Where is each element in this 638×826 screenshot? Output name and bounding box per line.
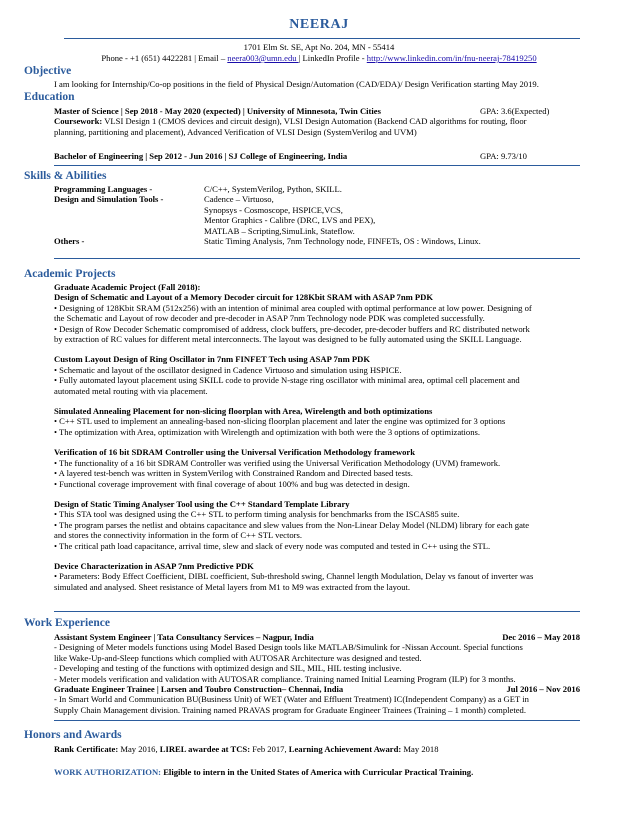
education-block (54, 106, 584, 137)
rank-label: Rank Certificate: (54, 744, 119, 754)
others-value: Static Timing Analysis, 7nm Technology node, FINFETs, OS : Windows, Linux. (204, 236, 481, 246)
work-rule (54, 720, 580, 721)
prog-label: Programming Languages - (54, 184, 153, 194)
be-gpa: GPA: 9.73/10 (480, 151, 527, 161)
job-2-row (54, 684, 580, 694)
wa-label: WORK AUTHORIZATION: (54, 767, 162, 777)
job-1-line-2: like Wake-Up-and-Sleep functions which complied with AUTOSAR Architecture was designed and tested. (54, 652, 422, 663)
job-2-line-1: - In Smart World and Communication BU(Business Unit) of WET (Water and Effluent Treatment) IC(Independent Company) as a GET in (54, 694, 529, 705)
p4-line-2: • A layered test-bench was written in SystemVerilog with Constrained Random and Directed based tests. (54, 468, 413, 479)
projects-rule (54, 611, 580, 612)
coursework-text: VLSI Design 1 (CMOS devices and circuit design), VLSI Design Automation (Backend CAD algorithms for routing, floor (102, 116, 527, 127)
p6-heading: Device Characterization in ASAP 7nm Predictive PDK (54, 560, 254, 571)
be-row (54, 151, 584, 161)
p1-heading-2: Design of Schematic and Layout of a Memory Decoder circuit for 128Kbit SRAM with ASAP 7nm PDK (54, 292, 434, 303)
lae-value: May 2018 (401, 744, 439, 754)
job-2-title: Graduate Engineer Trainee | Larsen and Toubro Construction– Chennai, India (54, 684, 344, 695)
candidate-name: NEERAJ (289, 17, 349, 32)
header-rule (64, 38, 580, 39)
p6-line-1: • Parameters: Body Effect Coefficient, DIBL coefficient, Sub-threshold swing, Channel length Modulation, Delay vs fanout of inverter was (54, 571, 534, 582)
contact-line (0, 53, 638, 63)
coursework-label: Coursework: (54, 116, 103, 127)
job-1-row (54, 632, 580, 642)
p2-heading: Custom Layout Design of Ring Oscillator in 7nm FINFET Tech using ASAP 7nm PDK (54, 354, 371, 365)
p1-heading-1: Graduate Academic Project (Fall 2018): (54, 282, 201, 292)
be-degree: Bachelor of Engineering | Sep 2012 - Jun 2016 | SJ College of Engineering, India (54, 151, 348, 161)
projects-block (54, 282, 584, 592)
others-label: Others - (54, 236, 85, 246)
rank-value: May 2016, (118, 744, 160, 754)
ms-degree: Master of Science | Sep 2018 - May 2020 (expected) | University of Minnesota, Twin Cities (54, 106, 381, 116)
objective-text: I am looking for Internship/Co-op positions in the field of Physical Design/Automation (CAD/EDA)/ Design Verification starting May 2019. (54, 79, 539, 89)
p2-line-1: • Schematic and layout of the oscillator designed in Cadence Virtuoso and simulation using HSPICE. (54, 364, 402, 375)
ms-row (54, 106, 584, 116)
skills-rule (54, 258, 580, 259)
tools-4: MATLAB – Scripting,SimuLink, Stateflow. (204, 225, 355, 236)
p5-heading: Design of Static Timing Analyser Tool using the C++ Standard Template Library (54, 498, 350, 509)
wa-value: Eligible to intern in the United States of America with Curricular Practical Training. (161, 767, 474, 777)
p3-line-1: • C++ STL used to implement an annealing-based non-slicing floorplan placement and later the engine was optimized for 3 options (54, 416, 506, 427)
p1-line-2: the Schematic and Layout of row decoder and pre-decoder in ASAP 7nm Technology node PDK was completed successfully. (54, 313, 485, 324)
p5-line-4: • The critical path load capacitance, arrival time, slew and slack of every node was computed and tested in C++ using the STL. (54, 540, 491, 551)
honors-line (54, 744, 584, 754)
lae-label: Learning Achievement Award: (288, 744, 402, 754)
honors-heading: Honors and Awards (24, 729, 122, 741)
work-authorization-line (54, 767, 584, 777)
p3-heading: Simulated Annealing Placement for non-slicing floorplan with Area, Wirelength and both optimizations (54, 406, 433, 417)
work-heading: Work Experience (24, 617, 110, 629)
tools-2: Synopsys - Cosmoscope, HSPICE,VCS, (204, 204, 343, 215)
p3-line-2: • The optimization with Area, optimization with Wirelength and optimization with both were the 3 options of optimizations. (54, 426, 480, 437)
p2-line-3: automated metal routing with via placement. (54, 385, 208, 396)
prog-value: C/C++, SystemVerilog, Python, SKILL. (204, 184, 342, 194)
p2-line-2: • Fully automated layout placement using SKILL code to provide N-stage ring oscillator with minimal area, optimal cell placement and (54, 375, 520, 386)
p6-line-2: simulated and analysed. Sheet resistance of Metal layers from M1 to M9 was extracted from the layout. (54, 581, 411, 592)
education-rule (54, 165, 580, 166)
coursework-line (54, 116, 584, 126)
job-1-line-3: - Developing and testing of the functions with optimized design and SIL, MIL, HIL testing inclusive. (54, 663, 402, 674)
email-link[interactable]: neera003@umn.edu (227, 53, 299, 63)
p1-line-3: • Design of Row Decoder Schematic compromised of address, clock buffers, pre-decoder, pre-decoder buffers and RC distributed network (54, 323, 530, 334)
tools-3: Mentor Graphics - Calibre (DRC, LVS and PEX), (204, 215, 376, 226)
lirel-label: LIREL awardee at TCS: (159, 744, 251, 754)
job-2-line-2: Supply Chain Management division. Training named PRAVAS program for Graduate Engineer Trainees (Training – 1 month) completed. (54, 704, 526, 715)
p4-heading: Verification of 16 bit SDRAM Controller using the Universal Verification Methodology framework (54, 447, 415, 458)
ms-gpa: GPA: 3.6(Expected) (480, 106, 550, 116)
p4-line-1: • The functionality of a 16 bit SDRAM Controller was verified using the Universal Verification Methodology (UVM) framework. (54, 457, 501, 468)
p1-line-4: by extraction of RC values for different metal interconnects. The layout was designed to be fully automated using the SKILL Language. (54, 334, 522, 345)
linkedin-prefix: | LinkedIn Profile - (298, 53, 367, 63)
job-2-dates: Jul 2016 – Nov 2016 (506, 684, 580, 695)
work-block (54, 632, 580, 715)
p5-line-2: • The program parses the netlist and obtains capacitance and slew values from the Non-Linear Delay Model (NLDM) library for each gate (54, 519, 530, 530)
job-1-dates: Dec 2016 – May 2018 (502, 632, 580, 642)
p5-line-3: and stores the connectivity information in the form of C++ STL vectors. (54, 530, 303, 541)
skills-heading: Skills & Abilities (24, 170, 107, 182)
job-1-line-4: - Meter models verification and validation with AUTOSAR compliance. Training named Initial Learning Program (ILP) for 3 months. (54, 673, 516, 684)
phone-text: Phone - +1 (651) 4422281 | Email – (101, 53, 228, 63)
p4-line-3: • Functional coverage improvement with final coverage of about 100% and bug was detected in design. (54, 478, 410, 489)
job-1-title: Assistant System Engineer | Tata Consultancy Services – Nagpur, India (54, 632, 314, 642)
education-heading: Education (24, 91, 75, 103)
address-line: 1701 Elm St. SE, Apt No. 204, MN - 55414 (243, 42, 395, 52)
objective-heading: Objective (24, 65, 72, 77)
skills-block (54, 184, 584, 254)
be-block (54, 151, 584, 161)
tools-label: Design and Simulation Tools - (54, 194, 164, 205)
linkedin-link[interactable]: http://www.linkedin.com/in/fnu-neeraj-78419250 (366, 53, 537, 63)
tools-1: Cadence – Virtuoso, (204, 194, 274, 205)
p1-line-1: • Designing of 128Kbit SRAM (512x256) with an intention of minimal area coupled with optimal performance at low power. Designing of (54, 302, 532, 313)
lirel-value: Feb 2017, (250, 744, 289, 754)
job-1-line-1: - Designing of Meter models functions using Model Based Design tools like MATLAB/Simulink for -Nissan Account. Special functions (54, 642, 523, 653)
p5-line-1: • This STA tool was designed using the C++ STL to perform timing analysis for benchmarks from the ISCAS85 suite. (54, 509, 460, 520)
projects-heading: Academic Projects (24, 268, 116, 280)
coursework-line-2: planning, partitioning and placement), Advanced Verification of VLSI Design (SystemVerilog and UVM) (54, 126, 417, 137)
